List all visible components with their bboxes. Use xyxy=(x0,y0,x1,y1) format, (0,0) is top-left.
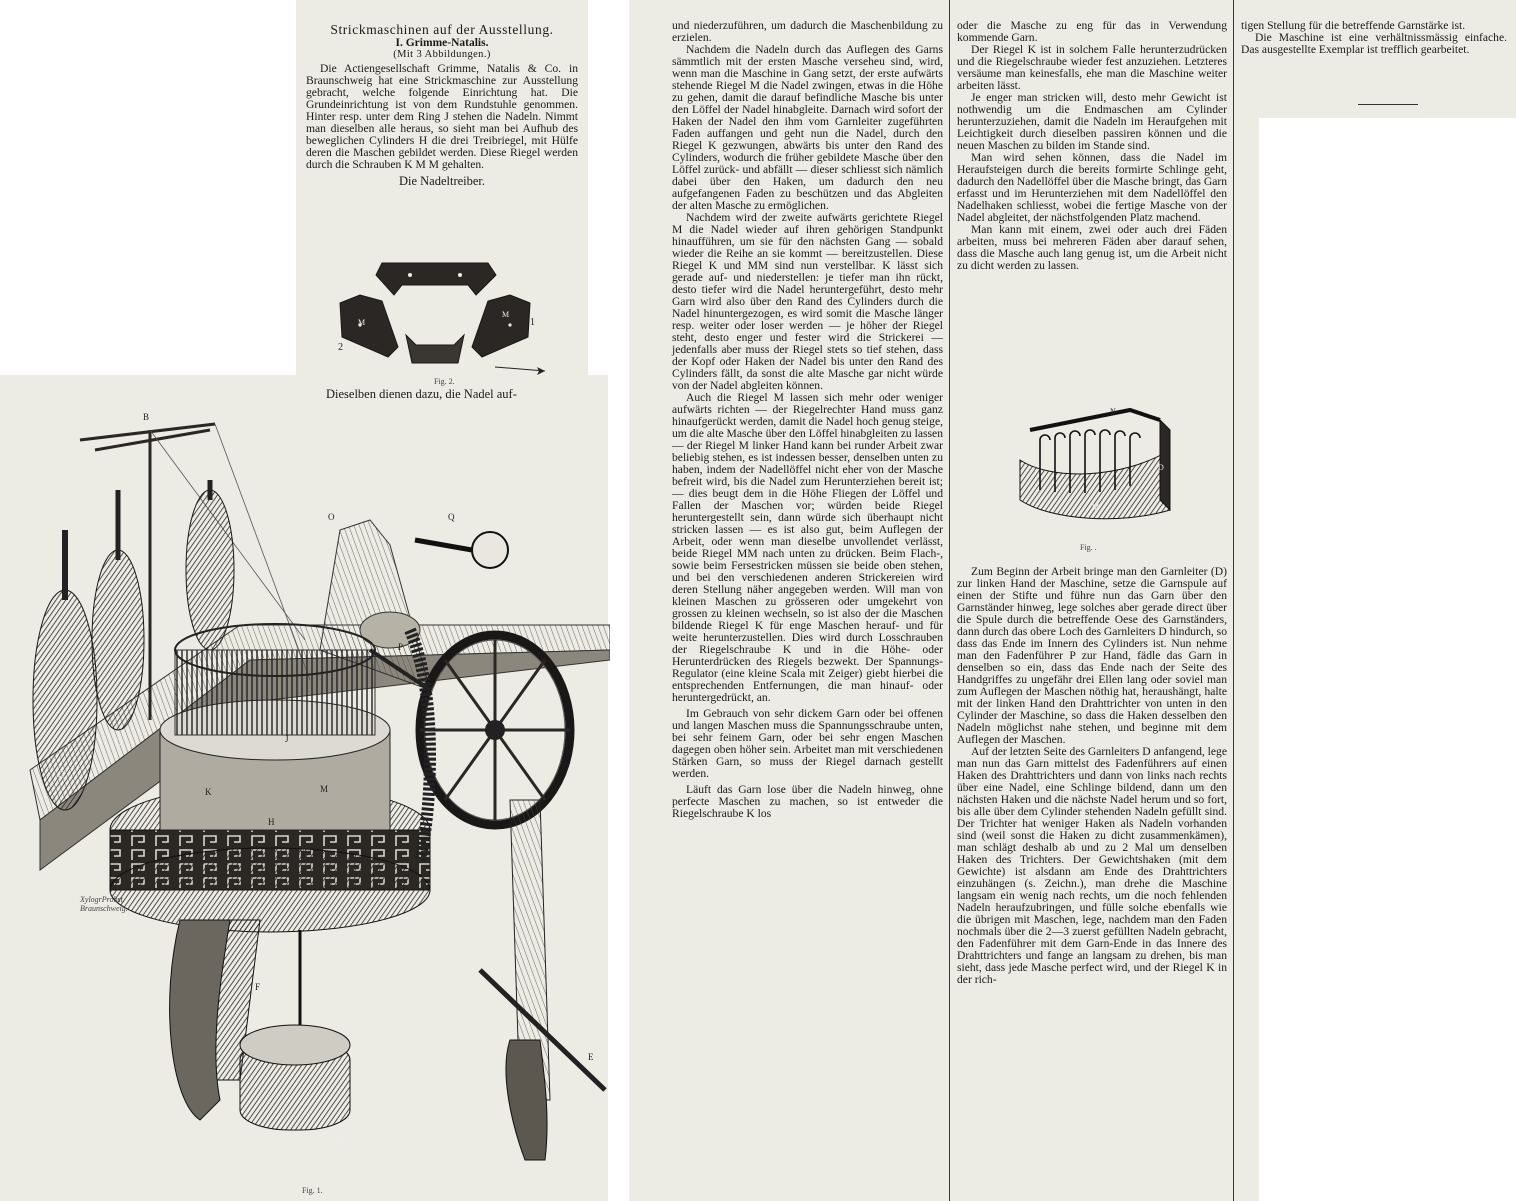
col1-para-2: Nachdem die Nadeln durch das Auflegen des Garns sämmtlich mit der ersten Masche verseheu sind, wird, wenn man die Maschine in Gang setzt, der erste aufwärts stehende Riegel M die Nadel zwingen, etwas in die Höhe zu gehen, damit die darauf befindliche Masche bis unter den Löffel der Nadel hinabgleite. Darnach wird sofort der Haken der Nadel den ihm vom Garnleiter zugeführten Faden auffangen und geht nun die Nadel, durch den Riegel K gezwungen, abwärts bis unter den Rand des Cylinders, wodurch die früher gebildete Masche über den Löffel zurück- und abfällt — dieser schliesst sich nämlich dabei über den Haken, um dadurch den neu aufgefangenen Faden zu beschützen und das Abgleiten der alten Masche zu ermöglichen. xyxy=(672,43,943,212)
fig1-label-m: M xyxy=(320,784,329,794)
fig2-continuation-line: Dieselben dienen dazu, die Nadel auf- xyxy=(326,387,517,401)
fig2-label-1: 1 xyxy=(530,317,535,328)
text-column-1 xyxy=(672,20,943,820)
fig3-label-d: D xyxy=(1158,463,1164,472)
article-note: (Mit 3 Abbildungen.) xyxy=(393,49,491,60)
fig3-needle-hooks-illustration xyxy=(1010,400,1180,530)
fig1-label-c2: C xyxy=(58,770,65,780)
col1-para-6: Läuft das Garn lose über die Nadeln hinweg, ohne perfecte Maschen zu machen, so ist entweder die Riegelschraube K los xyxy=(672,783,943,820)
col1-para-5: Im Gebrauch von sehr dickem Garn oder bei offenen und langen Maschen muss die Spannungsschraube unten, bei sehr feinem Garn, oder bei sehr engen Maschen dagegen oben höher sein. Arbeitet man mit verschiedenen Stärken Garn, so muss der Riegel darnach gestellt werden. xyxy=(672,707,943,780)
article-subtitle: I. Grimme-Natalis. xyxy=(395,37,489,49)
col2-para-7: Auf der letzten Seite des Garnleiters D anfangend, lege man nun das Garn mittelst des Fadenführers auf einen Haken des Drahttrichters und dann von links nach rechts über eine Nadel, eine Schlinge bildend, dann um den nächsten Haken und die nächste Nadel herum und so fort, bis alle über dem Cylinder stehenden Nadeln gefüllt sind. Der Trichter hat weniger Haken als Nadeln vorhanden sind (weil sonst die Haken zu dicht zusammenkämen), man schlägt deshalb ab und zu 2 Mal um denselben Haken des Trichters. Der Gewichtshaken (mit dem Gewichte) ist alsdann am Ende des Drahttrichters einzuhängen (s. Zeichn.), man drehe die Maschine langsam ein wenig nach rechts, um die noch fehlenden Nadeln heraufzubringen, und fülle solche ebenfalls wie die übrigen mit Maschen, lege, nachdem man den Faden nochmals über die 2—3 zuerst gefüllten Nadeln gebracht, den Fadenführer mit dem Garn-Ende in das Innere des Drahttrichters und fange an langsam zu drehen, bis man sieht, dass jede Masche perfect wird, und der Riegel K in der rich- xyxy=(957,745,1227,986)
fig1-label-f: F xyxy=(255,982,261,992)
text-column-2-top xyxy=(957,20,1227,272)
col1-para-4: Auch die Riegel M lassen sich mehr oder weniger aufwärts richten — der Riegelrechter Hand muss ganz hinaufgerückt werden, damit die Nadel hoch genug steige, um die alte Masche über den Löffel hinabgleiten zu lassen — der Riegel M linker Hand kann bei runder Arbeit zwar beliebig stehen, es ist indessen besser, denselben unten zu haben, indem der Nadellöffel nicht eher von der Masche befreit wird, bis die Nadel zum Herunterziehen bereit ist; — dies beugt dem in die Höhe Fliegen der Löffel und Fallen der Maschen vor; würden beide Riegel heruntergestellt sein, dann würde sich überhaupt nicht stricken lassen — es ist also gut, beim Auflegen der Arbeit, oder wenn man dieselbe unvollendet verlässt, beide Riegel MM nach unten zu drücken. Beim Flach-, sowie beim Fersestricken müssen sie beide oben stehen, und bei den verschiedenen anderen Strickereien wird deren Stellung näher angegeben werden. Will man von kleinen Maschen zu grösseren oder umgekehrt von grossen zu kleinen wechseln, so ist also der die Maschen bildende Riegel K für enge Maschen herauf- und für weite herunterzustellen. Dies wird durch Losschrauben der Riegelschraube K und in die Höhe- oder Herunterdrücken des Riegels bezwekt. Der Spannungs-Regulator (eine kleine Scala mit Zeiger) giebt hierbei die entsprechenden Entfernungen, die man hinauf- oder heruntergedrückt, an. xyxy=(672,391,943,704)
fig1-label-n: N xyxy=(298,847,305,857)
fig1-label-c1: C xyxy=(115,737,122,747)
fig1-label-q: Q xyxy=(448,512,455,522)
text-column-3 xyxy=(1241,20,1507,56)
section-heading: Die Nadeltreiber. xyxy=(398,174,486,188)
fig1-label-o: O xyxy=(328,512,335,522)
column-separator-2 xyxy=(1233,0,1234,1201)
fig2-label-m-right: M xyxy=(502,310,510,319)
col1-para-1: und niederzuführen, um dadurch die Maschenbildung zu erzielen. xyxy=(672,19,943,44)
col3-para-2: Die Maschine ist eine verhältnissmässig einfache. Das ausgestellte Exemplar ist trefflich gearbeitet. xyxy=(1241,31,1507,56)
right-top-sheet xyxy=(1259,0,1516,118)
fig2-needle-driver-illustration xyxy=(320,255,560,380)
end-rule xyxy=(1358,104,1418,105)
fig2-caption: Fig. 2. xyxy=(434,377,455,386)
fig1-label-j: J xyxy=(285,734,289,744)
col2-para-2: Der Riegel K ist in solchem Falle herunterzudrücken und die Riegelschraube wieder fest anzuziehen. Letzteres versäume man keinesfalls, ehe man die Maschine weiter arbeiten lässt. xyxy=(957,43,1227,92)
column-separator-1 xyxy=(949,0,950,1201)
col2-para-5: Man kann mit einem, zwei oder auch drei Fäden arbeiten, muss bei mehreren Fäden aber darauf sehen, dass die Masche auch lang genug ist, um die Arbeit nicht zu dicht werden zu lassen. xyxy=(957,223,1227,272)
engraver-signature: XylogrProbst. Braunschweig. xyxy=(80,895,128,913)
text-column-2-bottom xyxy=(957,566,1227,986)
col2-para-3: Je enger man stricken will, desto mehr Gewicht ist nothwendig um die Endmaschen am Cylinder herunterzuziehen, damit die Nadeln im Heraufgehen mit Leichtigkeit durch dieselben passiren können und die neuen Maschen zu bilden im Stande sind. xyxy=(957,91,1227,152)
fig1-knitting-machine-illustration xyxy=(10,400,610,1190)
fig1-label-e: E xyxy=(588,1052,594,1062)
fig1-label-g: G xyxy=(335,1132,342,1142)
fig3-label-m: M xyxy=(1092,503,1100,512)
fig1-caption: Fig. 1. xyxy=(302,1186,323,1195)
article-title: Strickmaschinen auf der Ausstellung. xyxy=(330,22,554,37)
fig3-label-n: N xyxy=(1110,407,1116,416)
intro-paragraph: Die Actiengesellschaft Grimme, Natalis & Co. in Braunschweig hat eine Strickmaschine zur Ausstellung gebracht, welche folgende Einrichtung hat. Die Grundeinrichtung ist von dem Rundstuhle genommen. Hinter resp. unter dem Ring J stehen die Nadeln. Nimmt man dieselben alle heraus, so sieht man bei Aufhub des beweglichen Cylinders H die drei Treibriegel, mit Hülfe deren die Maschen gebildet werden. Diese Riegel werden durch die Schrauben K M M gehalten. xyxy=(306,62,578,171)
fig2-label-2: 2 xyxy=(338,342,343,353)
fig3-caption: Fig. . xyxy=(1080,543,1097,552)
fig1-label-k: K xyxy=(205,787,212,797)
fig2-label-m-left: M xyxy=(358,318,366,327)
fig1-label-b: B xyxy=(143,412,150,422)
col2-para-6: Zum Beginn der Arbeit bringe man den Garnleiter (D) zur linken Hand der Maschine, setze die Garnspule auf einen der Stifte und führe nun das Garn über den Garnständer hinweg, lege solches aber gerade direct über die Spule durch die betreffende Oese des Garnständers, dann durch das obere Loch des Garnleiters D hindurch, so dass das Ende im Innern des Cylinders ist. Nun nehme man den Fadenführer P zur Hand, fädle das Garn in denselben so ein, dass das Ende nach der Seite des Handgriffes zu ungefähr drei Ellen lang oder soviel man zum Auflegen der Maschen nöthig hat, heraushängt, halte mit der linken Hand den Drahttrichter von unten in den Cylinder der Maschine, so dass die Haken desselben den Nadeln möglichst nahe stehen, und beginne mit dem Auflegen der Maschen. xyxy=(957,565,1227,746)
col1-para-3: Nachdem wird der zweite aufwärts gerichtete Riegel M die Nadel wieder auf ihren gehörigen Standpunkt hinaufführen, um sie für den nächsten Gang — sobald wieder die Reihe an sie kommt — bereitzustellen. Diese Riegel K und MM sind nun verstellbar. K lässt sich gerade auf- und niederstellen: je tiefer man ihn rückt, desto tiefer wird die Nadel heruntergeführt, desto mehr Garn wird also über den Rand des Cylinders durch die Nadel hinuntergezogen, es wird somit die Masche länger resp. weiter oder loser werden — je höher der Riegel steht, desto enger und fester wird die Strickerei — jedenfalls aber muss der Riegel stets so tief stehen, dass der Kopf oder Haken der Nadel bis unter den Rand des Cylinders fällt, da sonst die alte Masche gar nicht würde von der Nadel abgleiten können. xyxy=(672,211,943,392)
col2-para-4: Man wird sehen können, dass die Nadel im Heraufsteigen durch die bereits formirte Schlinge geht, dadurch den Nadellöffel über die Masche bringt, das Garn erfasst und im Herunterziehen mit dem Nadellöffel den Nadelhaken schliesst, wobei die fertige Masche von der Nadel abgleitet, der nächstfolgenden Platz machend. xyxy=(957,151,1227,224)
article-header xyxy=(306,24,578,187)
fig1-label-p: P xyxy=(398,642,404,652)
col3-para-1: tigen Stellung für die betreffende Garnstärke ist. xyxy=(1241,19,1466,32)
fig1-label-h: H xyxy=(268,817,275,827)
col2-para-1: oder die Masche zu eng für das in Verwendung kommende Garn. xyxy=(957,19,1227,44)
